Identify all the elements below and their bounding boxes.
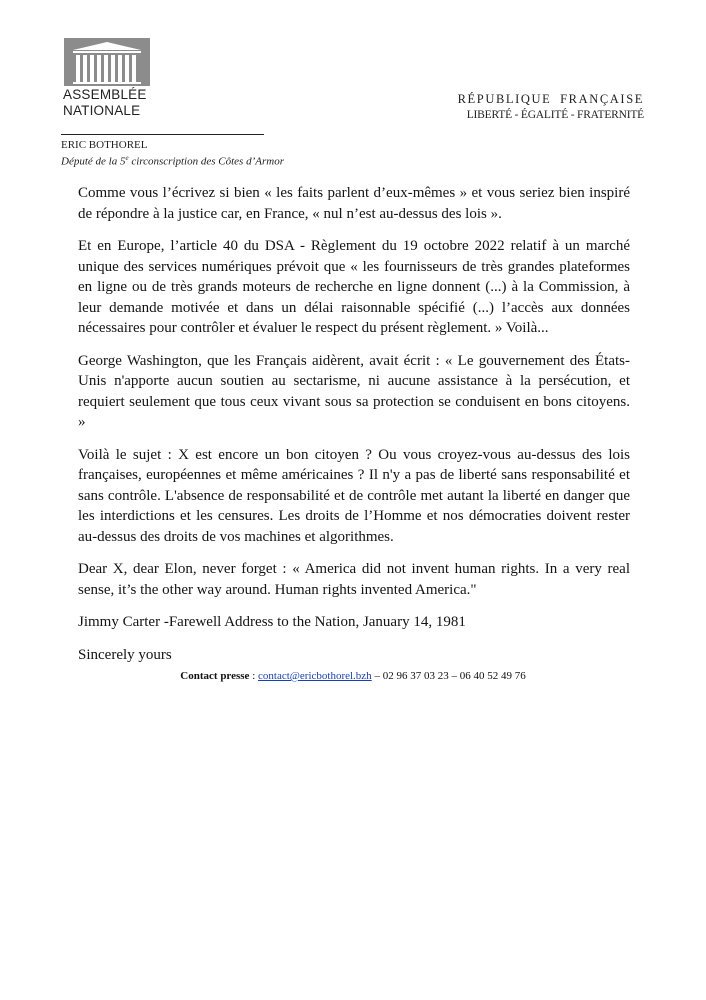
deputy-role-suffix: circonscription des Côtes d’Armor — [128, 155, 284, 168]
deputy-role — [61, 154, 284, 168]
header-divider — [61, 134, 264, 135]
quote-attribution: Jimmy Carter -Farewell Address to the Nation, January 14, 1981 — [78, 614, 466, 630]
contact-phones: – 02 96 37 03 23 – 06 40 52 49 76 — [371, 670, 526, 682]
deputy-role-sup: e — [125, 154, 129, 162]
contact-separator: : — [249, 670, 259, 682]
contact-label: Contact presse — [180, 670, 250, 682]
closing: Sincerely yours — [78, 646, 172, 663]
republic-title: RÉPUBLIQUE FRANÇAISE — [457, 92, 644, 106]
assemblee-nationale-logo — [62, 38, 152, 118]
contact-email-link[interactable]: contact@ericbothorel.bzh — [258, 670, 372, 682]
paragraph-5: Dear X, dear Elon, never forget : « America did not invent human rights. In a very real sense, it’s the other way around. Human rights invented America." — [78, 561, 630, 598]
paragraph-3: George Washington, que les Français aidèrent, avait écrit : « Le gouvernement des États-Unis n'apporte aucun soutien au sectarisme, ni aucune assistance à la persécution, et requiert seulement que tous ceux vivant sous sa protection se conduisent en bons citoyens. » — [78, 352, 630, 430]
paragraph-4: Voilà le sujet : X est encore un bon citoyen ? Ou vous croyez-vous au-dessus des lois françaises, européennes et même américaines ? Il n'y a pas de liberté sans responsabilité et sans contrôle. L'absence de responsabilité et de contrôle met autant la liberté en danger que les interdictions et les censures. Les droits de l’Homme et nos démocraties doivent rester au-dessus des droits de vos machines et algorithmes. — [78, 446, 630, 545]
letter-body — [78, 183, 630, 677]
paragraph-2: Et en Europe, l’article 40 du DSA - Règlement du 19 octobre 2022 relatif à un marché unique des services numériques prévoit que « les fournisseurs de très grandes plateformes en ligne ou de très grands moteurs de recherche en ligne donnent (...) à la Commission, à leur demande motivée et dans un délai raisonnable spécifié (...) l’accès aux données nécessaires pour contrôler et évaluer le respect du présent règlement. » Voilà... — [78, 238, 630, 336]
deputy-role-prefix: Député de la 5 — [61, 155, 126, 168]
assemblee-nationale-hemicycle-icon — [64, 38, 150, 86]
logo-line-2: NATIONALE — [63, 103, 141, 118]
press-contact — [0, 670, 706, 682]
republic-motto: LIBERTÉ - ÉGALITÉ - FRATERNITÉ — [466, 109, 644, 121]
deputy-name: ERIC BOTHOREL — [61, 139, 148, 151]
republique-francaise-header — [458, 92, 644, 121]
logo-line-1: ASSEMBLÉE — [63, 87, 147, 102]
paragraph-1: Comme vous l’écrivez si bien « les faits parlent d’eux-mêmes » et vous seriez bien inspiré de répondre à la justice car, en France, « nul n’est au-dessus des lois ». — [78, 185, 630, 222]
